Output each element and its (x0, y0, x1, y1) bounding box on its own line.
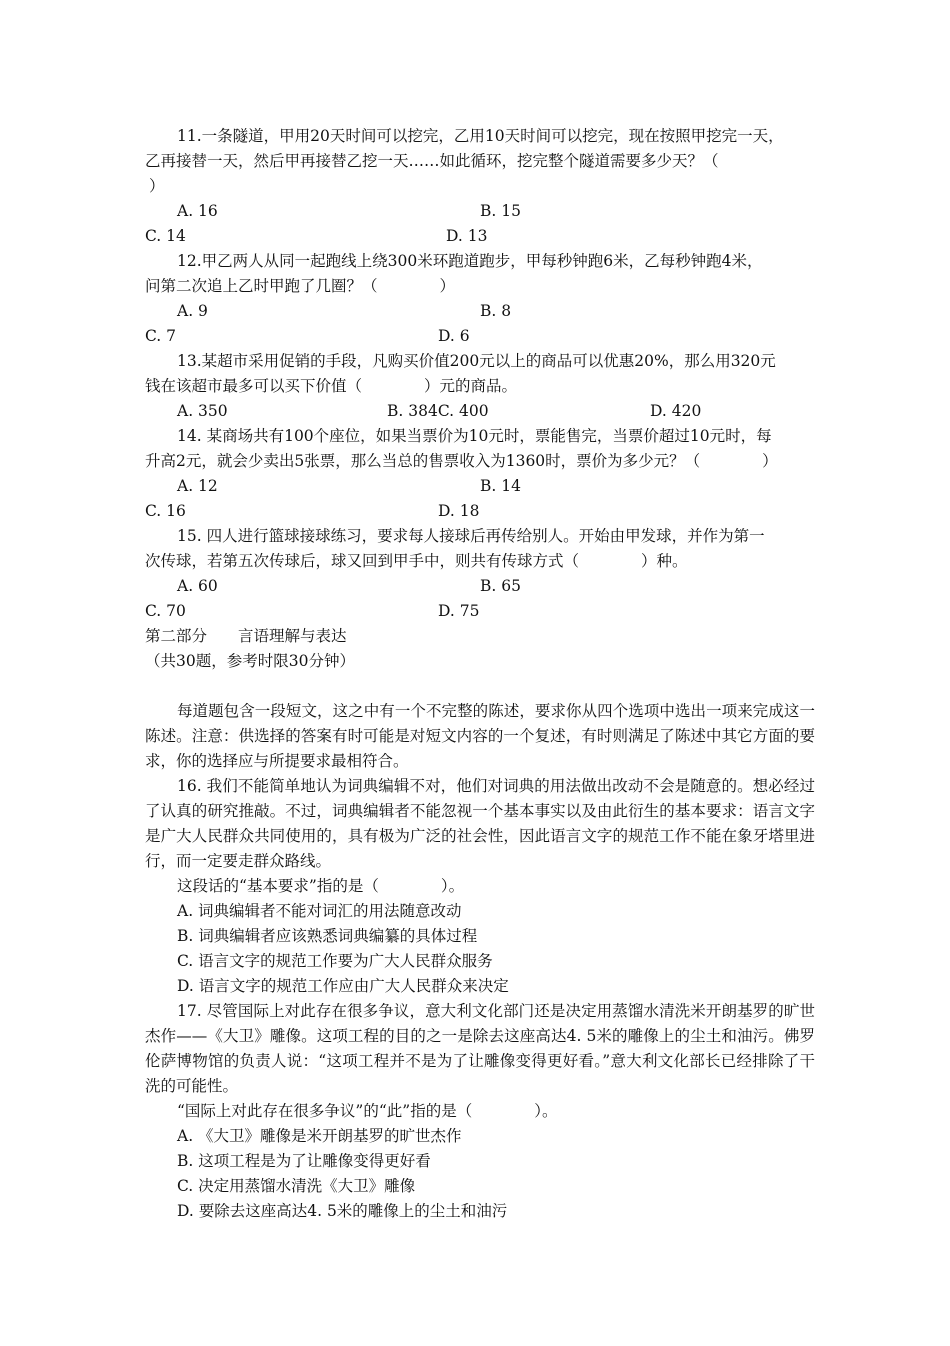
q14-stem-line1: 14. 某商场共有100个座位，如果当票价为10元时，票能售完，当票价超过10元时，每 (177, 427, 772, 445)
q13-option-bc: B. 384C. 400 (387, 402, 489, 420)
q11-options-row1 (145, 199, 815, 224)
q16-question: 这段话的“基本要求”指的是（ ）。 (177, 877, 465, 895)
q12-option-c: C. 7 (145, 327, 177, 345)
q15-stem-line1: 15. 四人进行篮球接球练习，要求每人接球后再传给别人。开始由甲发球，并作为第一 (177, 527, 765, 545)
q15-option-b: B. 65 (480, 577, 521, 595)
q13-options-row (145, 399, 815, 424)
q16-passage: 16. 我们不能简单地认为词典编辑不对，他们对词典的用法做出改动不会是随意的。想必经过了认真的研究推敲。不过，词典编辑者不能忽视一个基本事实以及由此衍生的基本要求：语言文字是广大人民群众共同使用的，具有极为广泛的社会性，因此语言文字的规范工作不能在象牙塔里进行，而一定要走群众路线。 (145, 777, 815, 870)
q16-option-a: A. 词典编辑者不能对词汇的用法随意改动 (177, 902, 462, 920)
q14-options-row1 (145, 474, 815, 499)
spacer (145, 674, 815, 699)
q15-options-row2 (145, 599, 815, 624)
q17-question: “国际上对此存在很多争议”的“此”指的是（ ）。 (177, 1102, 558, 1120)
q16-option-d: D. 语言文字的规范工作应由广大人民群众来决定 (177, 977, 509, 995)
q11-option-b: B. 15 (480, 202, 521, 220)
q17-option-c: C. 决定用蒸馏水清洗《大卫》雕像 (177, 1177, 416, 1195)
q17-passage: 17. 尽管国际上对此存在很多争议，意大利文化部门还是决定用蒸馏水清洗米开朗基罗的旷世杰作——《大卫》雕像。这项工程的目的之一是除去这座高达4. 5米的雕像上的尘土和油污。佛罗伦萨博物馆的负责人说：“这项工程并不是为了让雕像变得更好看。”意大利文化部长已经排除了干洗的可能性。 (145, 1002, 815, 1095)
q12-options-row1 (145, 299, 815, 324)
q15-option-a: A. 60 (177, 577, 218, 595)
q15-stem-line2: 次传球，若第五次传球后，球又回到甲手中，则共有传球方式（ ）种。 (145, 552, 688, 570)
q14-options-row2 (145, 499, 815, 524)
q11-options-row2 (145, 224, 815, 249)
q12-option-d: D. 6 (438, 327, 470, 345)
q17-option-b: B. 这项工程是为了让雕像变得更好看 (177, 1152, 431, 1170)
q11-stem-line1: 11.一条隧道，甲用20天时间可以挖完，乙用10天时间可以挖完，现在按照甲挖完一天， (177, 127, 784, 145)
q17-option-a: A. 《大卫》雕像是米开朗基罗的旷世杰作 (177, 1127, 462, 1145)
part2-subtitle: （共30题，参考时限30分钟） (145, 652, 355, 670)
q11-option-c: C. 14 (145, 227, 186, 245)
q11-option-d: D. 13 (446, 227, 488, 245)
q16-option-b: B. 词典编辑者应该熟悉词典编纂的具体过程 (177, 927, 478, 945)
q13-stem-line2: 钱在该超市最多可以买下价值（ ）元的商品。 (145, 377, 518, 395)
q13-option-d: D. 420 (650, 402, 702, 420)
q14-option-d: D. 18 (438, 502, 480, 520)
q15-option-d: D. 75 (438, 602, 480, 620)
q13-option-a: A. 350 (177, 402, 228, 420)
part2-instructions: 每道题包含一段短文，这之中有一个不完整的陈述，要求你从四个选项中选出一项来完成这一陈述。注意：供选择的答案有时可能是对短文内容的一个复述，有时则满足了陈述中其它方面的要求，你的选择应与所提要求最相符合。 (145, 702, 815, 770)
q12-stem-line1: 12.甲乙两人从同一起跑线上绕300米环跑道跑步，甲每秒钟跑6米，乙每秒钟跑4米， (177, 252, 763, 270)
q13-stem-line1: 13.某超市采用促销的手段，凡购买价值200元以上的商品可以优惠20%，那么用320元 (177, 352, 776, 370)
part2-title: 第二部分 言语理解与表达 (145, 627, 347, 645)
q14-option-a: A. 12 (177, 477, 218, 495)
q14-stem-line2: 升高2元，就会少卖出5张票，那么当总的售票收入为1360时，票价为多少元？（ ） (145, 452, 778, 470)
page-content (145, 124, 815, 1224)
q12-options-row2 (145, 324, 815, 349)
q12-stem-line2: 问第二次追上乙时甲跑了几圈？（ ） (145, 277, 456, 295)
q16-option-c: C. 语言文字的规范工作要为广大人民群众服务 (177, 952, 493, 970)
q15-option-c: C. 70 (145, 602, 186, 620)
q11-option-a: A. 16 (177, 202, 218, 220)
q17-option-d: D. 要除去这座高达4. 5米的雕像上的尘土和油污 (177, 1202, 508, 1220)
q12-option-a: A. 9 (177, 302, 208, 320)
q11-stem-line3: ） (149, 177, 165, 195)
q11-stem-line2: 乙再接替一天，然后甲再接替乙挖一天……如此循环，挖完整个隧道需要多少天？（ (145, 152, 719, 170)
q14-option-b: B. 14 (480, 477, 521, 495)
q14-option-c: C. 16 (145, 502, 186, 520)
q12-option-b: B. 8 (480, 302, 512, 320)
q15-options-row1 (145, 574, 815, 599)
